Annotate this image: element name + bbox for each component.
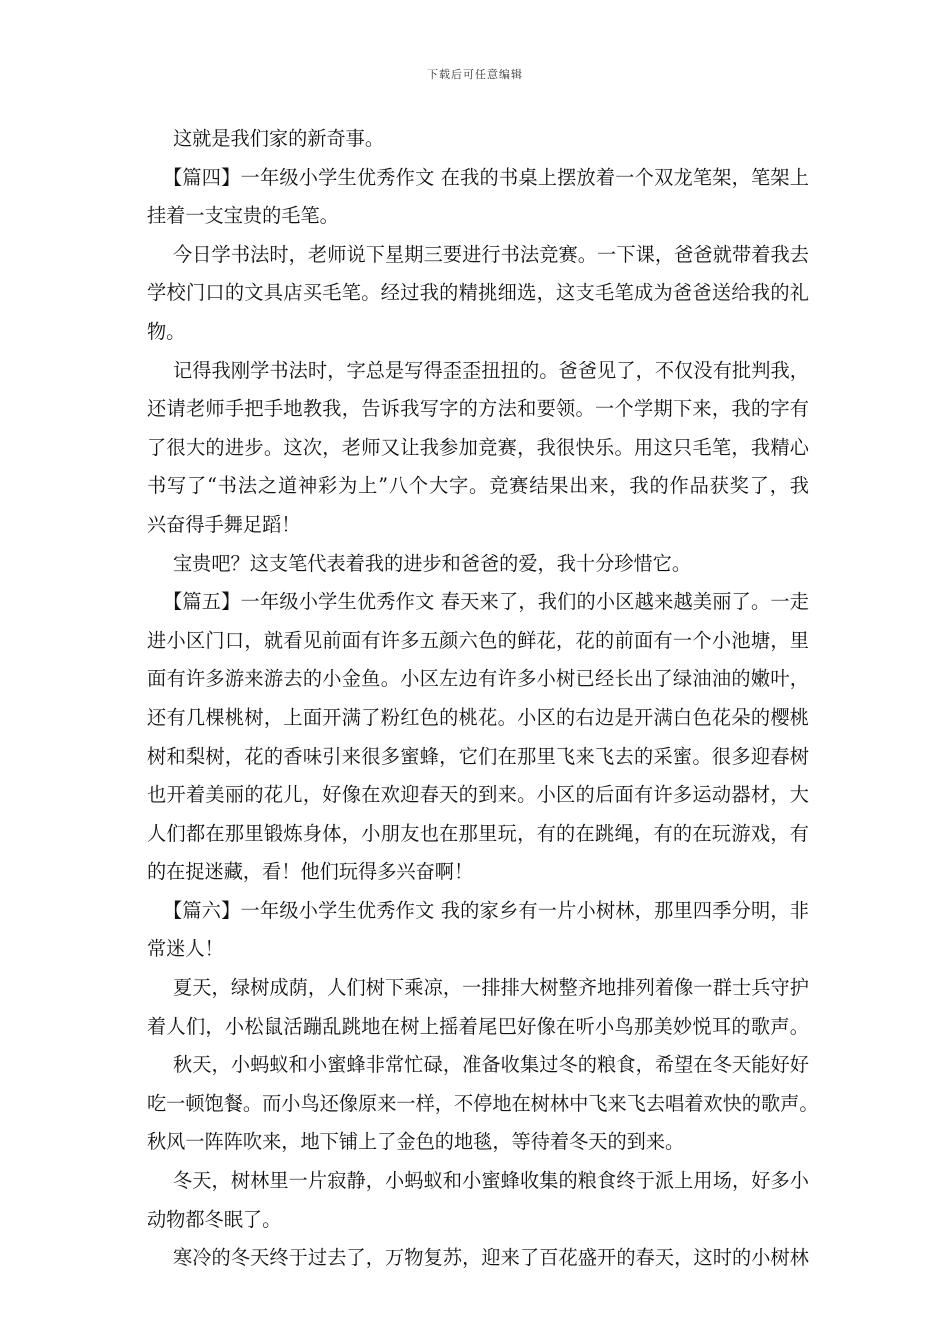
text-line: 这就是我们家的新奇事。 (173, 127, 385, 150)
page-header: 下载后可任意编辑 (427, 68, 523, 81)
text-line: 也开着美丽的花儿，好像在欢迎春天的到来。小区的后面有许多运动器材，大 (147, 783, 809, 807)
text-line: 【篇五】一年级小学生优秀作文 春天来了，我们的小区越来越美丽了。一走 (163, 590, 809, 614)
text-line: 书写了“书法之道神彩为上”八个大字。竞赛结果出来，我的作品获奖了，我 (147, 474, 809, 498)
text-line: 还有几棵桃树，上面开满了粉红色的桃花。小区的右边是开满白色花朵的樱桃 (147, 705, 809, 729)
text-line: 物。 (147, 319, 186, 343)
text-line: 吃一顿饱餐。而小鸟还像原来一样，不停地在树林中飞来飞去唱着欢快的歌声。 (147, 1091, 819, 1115)
text-line: 秋天，小蚂蚁和小蜜蜂非常忙碌，准备收集过冬的粮食，希望在冬天能好好 (173, 1053, 809, 1077)
text-line: 兴奋得手舞足蹈！ (147, 512, 301, 536)
text-line: 寒冷的冬天终于过去了，万物复苏，迎来了百花盛开的春天，这时的小树林 (173, 1246, 809, 1270)
text-line: 还请老师手把手地教我，告诉我写字的方法和要领。一个学期下来，我的字有 (147, 397, 809, 421)
text-line: 着人们，小松鼠活蹦乱跳地在树上摇着尾巴好像在听小鸟那美妙悦耳的歌声。 (147, 1014, 809, 1038)
text-line: 挂着一支宝贵的毛笔。 (147, 204, 339, 228)
text-line: 进小区门口，就看见前面有许多五颜六色的鲜花，花的前面有一个小池塘，里 (147, 628, 809, 652)
document-body (147, 120, 819, 1278)
text-line: 今日学书法时，老师说下星期三要进行书法竞赛。一下课，爸爸就带着我去 (173, 242, 809, 266)
text-line: 树和梨树，花的香味引来很多蜜蜂，它们在那里飞来飞去的采蜜。很多迎春树 (147, 744, 809, 768)
text-line: 【篇六】一年级小学生优秀作文 我的家乡有一片小树林，那里四季分明，非 (163, 898, 809, 922)
text-line: 记得我刚学书法时，字总是写得歪歪扭扭的。爸爸见了，不仅没有批判我， (173, 358, 809, 382)
text-line: 常迷人！ (147, 937, 224, 961)
text-line: 了很大的进步。这次，老师又让我参加竞赛，我很快乐。用这只毛笔，我精心 (147, 435, 809, 459)
text-line: 宝贵吧？这支笔代表着我的进步和爸爸的爱，我十分珍惜它。 (173, 551, 692, 575)
text-line: 动物都冬眠了。 (147, 1207, 282, 1231)
text-line: 面有许多游来游去的小金鱼。小区左边有许多小树已经长出了绿油油的嫩叶， (147, 667, 809, 691)
text-line: 的在捉迷藏，看！他们玩得多兴奋啊！ (147, 860, 474, 884)
text-line: 学校门口的文具店买毛笔。经过我的精挑细选，这支毛笔成为爸爸送给我的礼 (147, 281, 809, 305)
text-line: 秋风一阵阵吹来，地下铺上了金色的地毯，等待着冬天的到来。 (147, 1130, 685, 1154)
text-line: 夏天，绿树成荫，人们树下乘凉，一排排大树整齐地排列着像一群士兵守护 (173, 976, 809, 1000)
text-line: 冬天，树林里一片寂静，小蚂蚁和小蜜蜂收集的粮食终于派上用场，好多小 (173, 1169, 809, 1193)
text-line: 人们都在那里锻炼身体，小朋友也在那里玩，有的在跳绳，有的在玩游戏，有 (147, 821, 809, 845)
text-line: 【篇四】一年级小学生优秀作文 在我的书桌上摆放着一个双龙笔架，笔架上 (163, 165, 809, 189)
